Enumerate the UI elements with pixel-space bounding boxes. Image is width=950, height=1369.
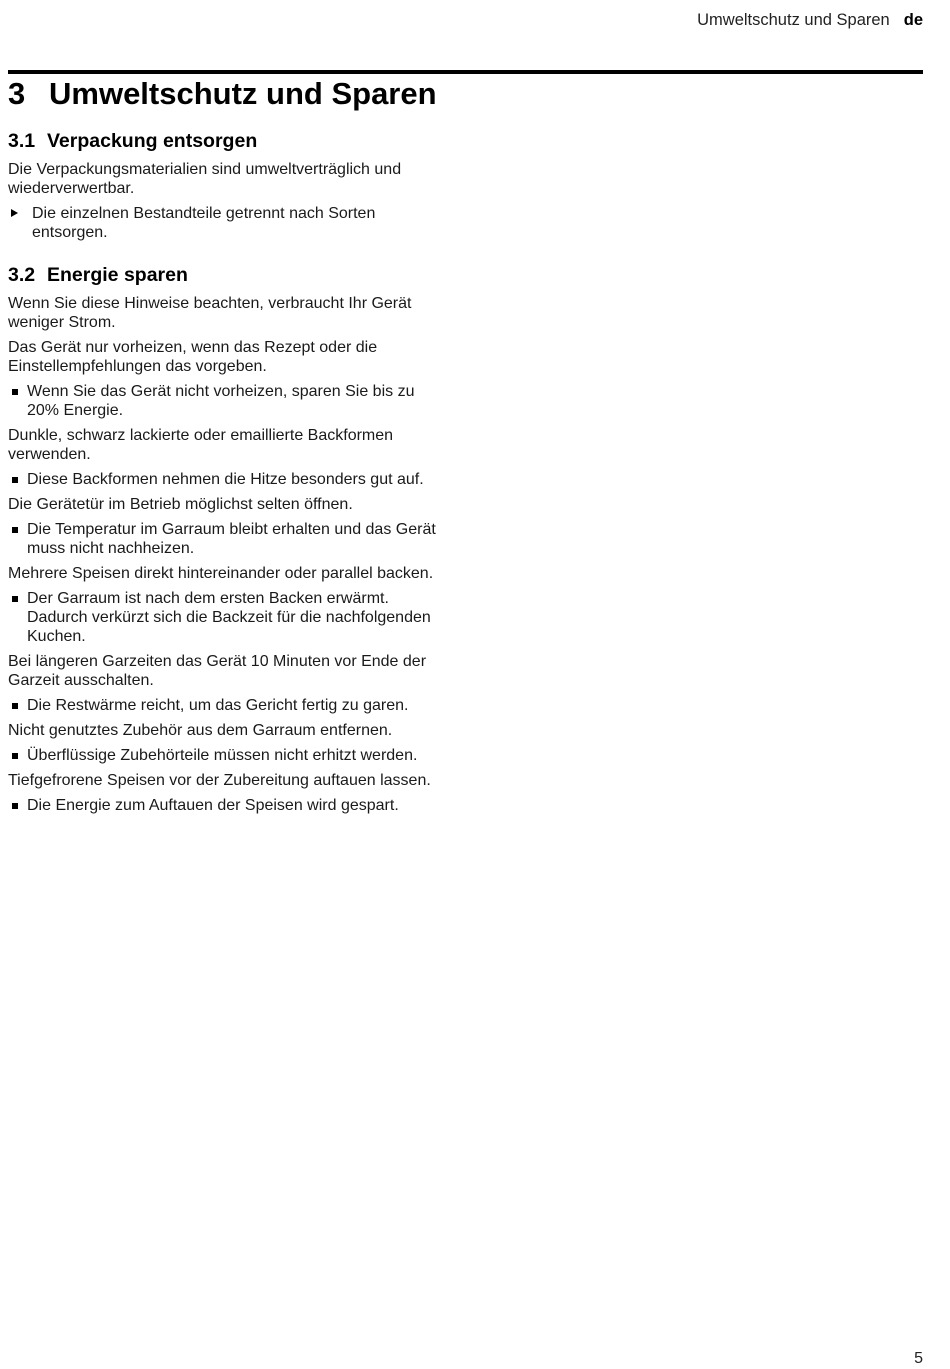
tip-text: Das Gerät nur vorheizen, wenn das Rezept oder die Einstellempfehlungen das vorgeben. bbox=[8, 339, 378, 375]
square-bullet-icon bbox=[12, 596, 18, 602]
tip-result-text: Der Garraum ist nach dem ersten Backen erwärmt. Dadurch verkürzt sich die Backzeit für die nachfolgenden Kuchen. bbox=[27, 590, 431, 645]
tip-result bbox=[8, 520, 448, 558]
square-bullet-icon bbox=[12, 753, 18, 759]
square-bullet-icon bbox=[12, 703, 18, 709]
chapter-title bbox=[8, 74, 437, 114]
language-code: de bbox=[903, 11, 923, 29]
section-title-text: Energie sparen bbox=[47, 264, 188, 286]
tip-result bbox=[8, 696, 448, 715]
tip-result bbox=[8, 796, 448, 815]
tip-result bbox=[8, 746, 448, 765]
tip-result bbox=[8, 589, 448, 646]
square-bullet-icon bbox=[12, 527, 18, 533]
section-title-energy bbox=[8, 262, 448, 288]
running-header bbox=[697, 11, 923, 30]
energy-intro: Wenn Sie diese Hinweise beachten, verbraucht Ihr Gerät weniger Strom. bbox=[8, 295, 412, 331]
section-number: 3.1 bbox=[8, 130, 36, 152]
tip-text: Die Gerätetür im Betrieb möglichst selten öffnen. bbox=[8, 496, 353, 513]
tip-result bbox=[8, 470, 448, 489]
action-step bbox=[8, 204, 448, 242]
section-number: 3.2 bbox=[8, 264, 36, 286]
tip-result bbox=[8, 382, 448, 420]
action-step-text: Die einzelnen Bestandteile getrennt nach Sorten entsorgen. bbox=[32, 205, 376, 241]
main-content bbox=[8, 128, 448, 821]
tip-result-text: Wenn Sie das Gerät nicht vorheizen, sparen Sie bis zu 20% Energie. bbox=[27, 383, 415, 419]
square-bullet-icon bbox=[12, 803, 18, 809]
section-title-text: Verpackung entsorgen bbox=[47, 130, 258, 152]
tip-result-text: Die Energie zum Auftauen der Speisen wird gespart. bbox=[27, 797, 399, 814]
chapter-title-text: Umweltschutz und Sparen bbox=[49, 76, 437, 111]
triangle-bullet-icon bbox=[11, 209, 18, 217]
header-section-name: Umweltschutz und Sparen bbox=[697, 11, 890, 29]
tip-result-text: Überflüssige Zubehörteile müssen nicht erhitzt werden. bbox=[27, 747, 418, 764]
square-bullet-icon bbox=[12, 477, 18, 483]
tip-text: Bei längeren Garzeiten das Gerät 10 Minuten vor Ende der Garzeit ausschalten. bbox=[8, 653, 427, 689]
tip-result-text: Die Temperatur im Garraum bleibt erhalten und das Gerät muss nicht nachheizen. bbox=[27, 521, 436, 557]
tip-text: Dunkle, schwarz lackierte oder emaillierte Backformen verwenden. bbox=[8, 427, 394, 463]
packaging-intro: Die Verpackungsmaterialien sind umweltverträglich und wiederverwertbar. bbox=[8, 161, 402, 197]
square-bullet-icon bbox=[12, 389, 18, 395]
tip-text: Tiefgefrorene Speisen vor der Zubereitung auftauen lassen. bbox=[8, 772, 431, 789]
tip-text: Mehrere Speisen direkt hintereinander oder parallel backen. bbox=[8, 565, 434, 582]
tip-result-text: Diese Backformen nehmen die Hitze besonders gut auf. bbox=[27, 471, 424, 488]
page-number: 5 bbox=[914, 1350, 923, 1367]
section-title-packaging bbox=[8, 128, 448, 154]
tip-text: Nicht genutztes Zubehör aus dem Garraum entfernen. bbox=[8, 722, 393, 739]
chapter-number: 3 bbox=[8, 76, 26, 111]
tip-result-text: Die Restwärme reicht, um das Gericht fertig zu garen. bbox=[27, 697, 409, 714]
